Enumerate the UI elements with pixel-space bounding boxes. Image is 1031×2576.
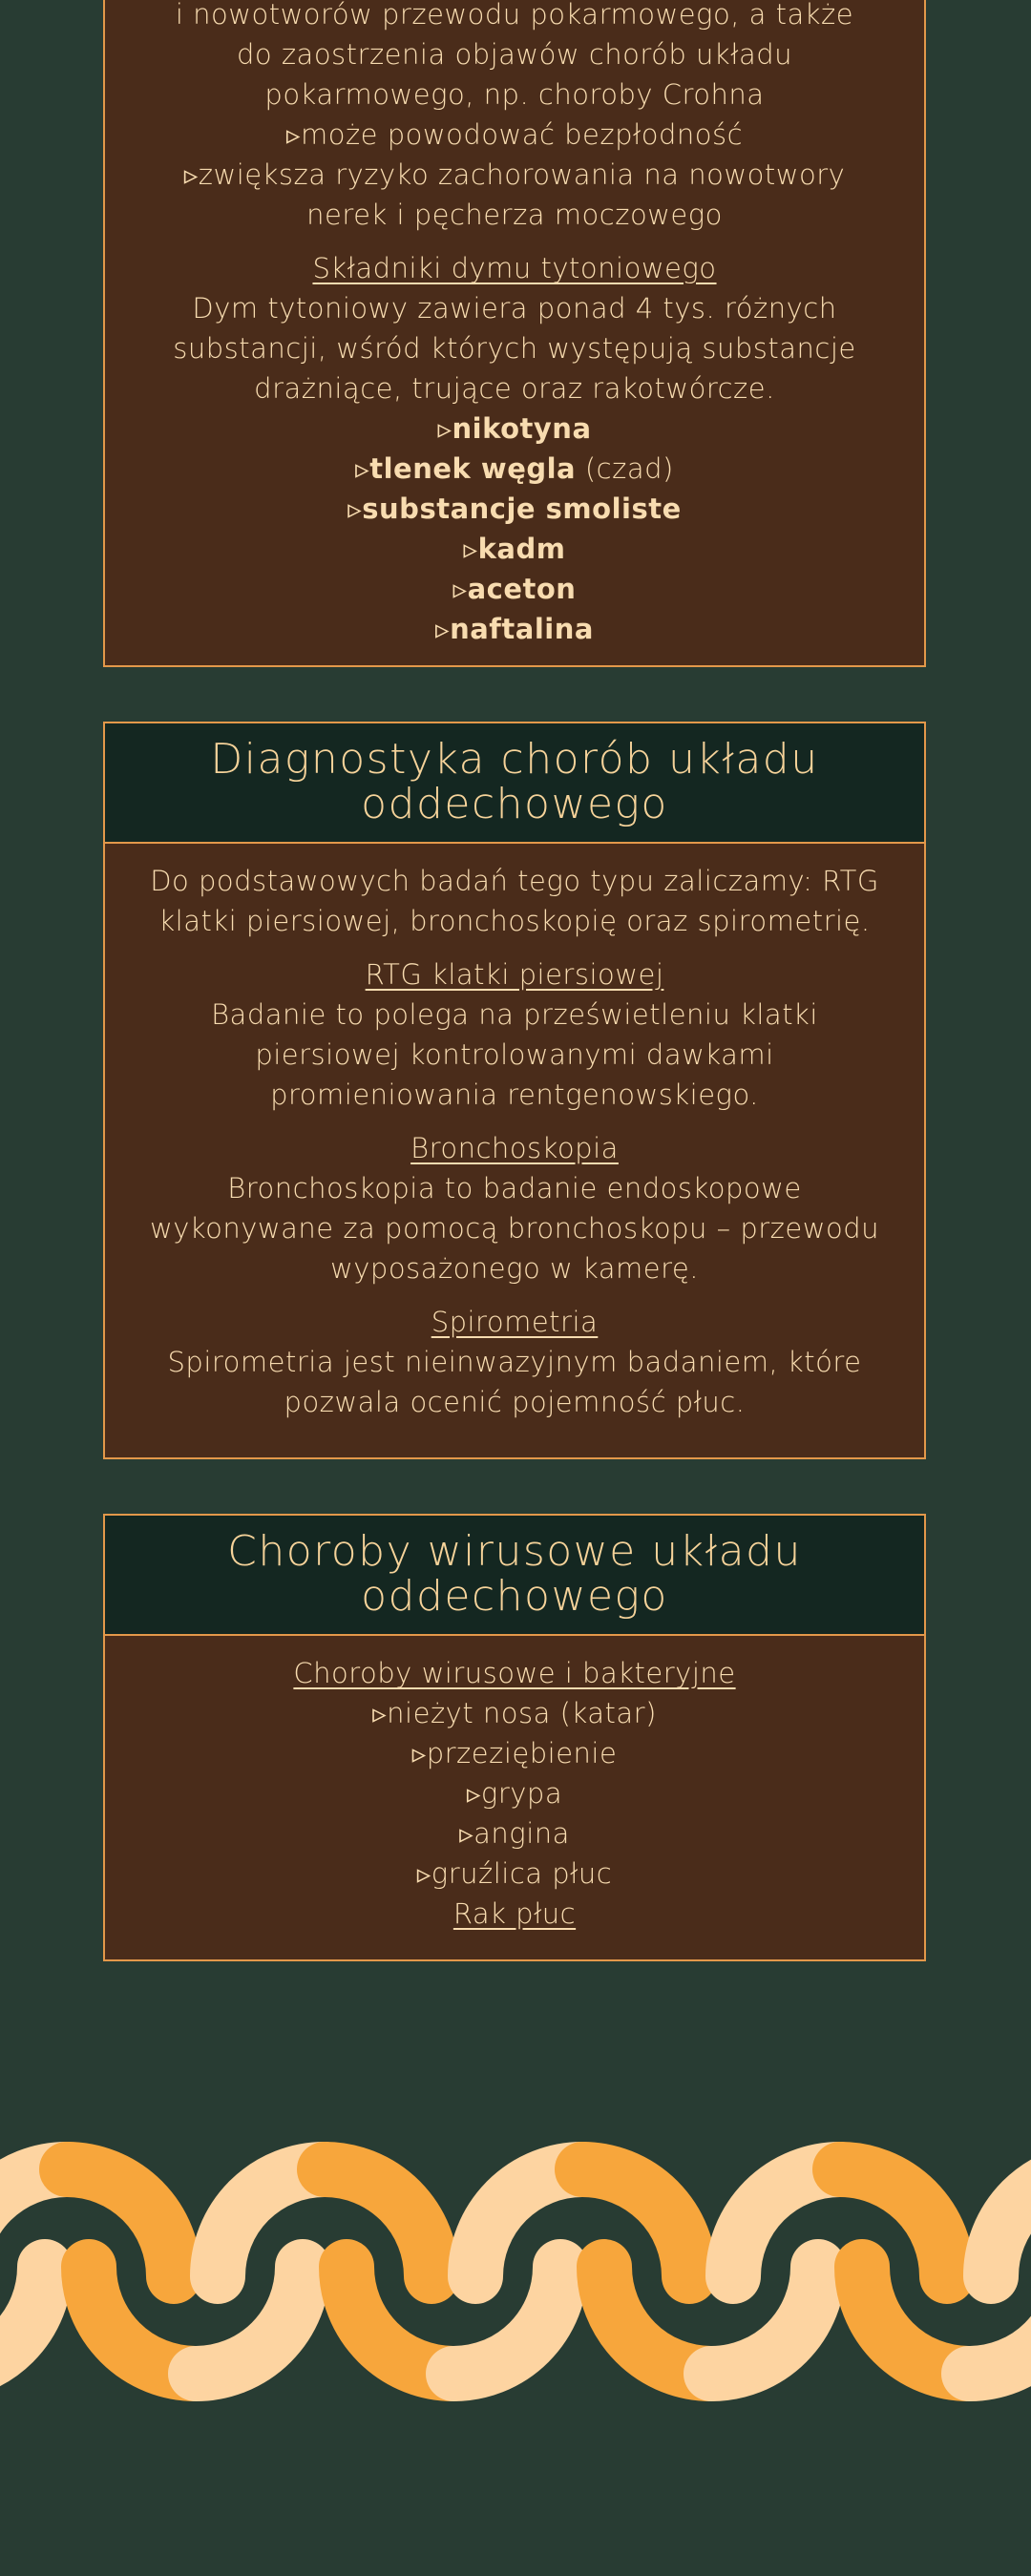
carbon-monoxide-label: ▹tlenek węgla (355, 452, 577, 485)
smoke-item-naphthalene: ▹naftalina (435, 613, 594, 645)
disease-item: ▹przeziębienie (411, 1737, 618, 1770)
disease-item: ▹angina (459, 1817, 570, 1850)
effects-line: i nowotworów przewodu pokarmowego, a także (175, 0, 854, 31)
lung-cancer-link[interactable]: Rak płuc (452, 1897, 577, 1930)
effects-line: ▹zwiększa ryzyko zachorowania na nowotwory (183, 158, 846, 191)
spirometry-text: Spirometria jest nieinwazyjnym badaniem, które pozwala ocenić pojemność płuc. (167, 1346, 862, 1418)
diagnostics-card (103, 722, 926, 1459)
diagnostics-body (105, 844, 924, 1441)
disease-item: ▹grypa (466, 1777, 563, 1810)
chain-links (0, 2169, 1031, 2374)
bronchoscopy-text: Bronchoskopia to badanie endoskopowe wykonywane za pomocą bronchoskopu – przewodu wyposażonego w kamerę. (149, 1172, 879, 1285)
disease-item: ▹gruźlica płuc (416, 1857, 613, 1890)
diagnostics-card-header (105, 723, 924, 844)
viral-diseases-card-header (105, 1516, 924, 1636)
smoke-components-heading[interactable]: Składniki dymu tytoniowego (312, 252, 717, 284)
effects-line: do zaostrzenia objawów chorób układu (236, 38, 793, 71)
smoke-item-cadmium: ▹kadm (463, 533, 566, 565)
viral-diseases-body (105, 1636, 924, 1953)
diagnostics-intro: Do podstawowych badań tego typu zaliczamy: RTG klatki piersiowej, bronchoskopię oraz spirometrię. (150, 865, 879, 937)
decorative-chain-pattern (0, 2100, 1031, 2443)
effects-line: ▹może powodować bezpłodność (285, 118, 744, 151)
smoke-item-tar: ▹substancje smoliste (347, 492, 682, 525)
rtg-heading[interactable]: RTG klatki piersiowej (365, 958, 664, 991)
smoking-effects-body (105, 0, 924, 668)
smoking-effects-card (103, 0, 926, 667)
chain-arc (991, 2169, 1031, 2276)
smoke-item-nicotine: ▹nikotyna (437, 412, 592, 445)
viral-diseases-title: Choroby wirusowe układu oddechowego (227, 1527, 802, 1621)
spirometry-heading[interactable]: Spirometria (431, 1306, 599, 1338)
chain-arc (0, 2267, 45, 2374)
effects-line: nerek i pęcherza moczowego (306, 199, 723, 231)
effects-line: pokarmowego, np. choroby Crohna (264, 78, 765, 111)
smoke-item-carbon-monoxide (137, 449, 892, 489)
rtg-text: Badanie to polega na prześwietleniu klatki piersiowej kontrolowanymi dawkami promieniowania rentgenowskiego. (211, 998, 818, 1111)
diagnostics-title: Diagnostyka chorób układu oddechowego (210, 735, 819, 828)
carbon-monoxide-note: (czad) (576, 452, 674, 485)
viral-bacterial-heading[interactable]: Choroby wirusowe i bakteryjne (293, 1657, 736, 1689)
smoke-components-text: Dym tytoniowy zawiera ponad 4 tys. różnych substancji, wśród których występują substancje drażniące, trujące oraz rakotwórcze. (173, 292, 856, 405)
smoke-item-acetone: ▹aceton (452, 573, 577, 605)
viral-diseases-card (103, 1514, 926, 1961)
disease-item: ▹nieżyt nosa (katar) (372, 1697, 657, 1729)
bronchoscopy-heading[interactable]: Bronchoskopia (410, 1132, 619, 1164)
